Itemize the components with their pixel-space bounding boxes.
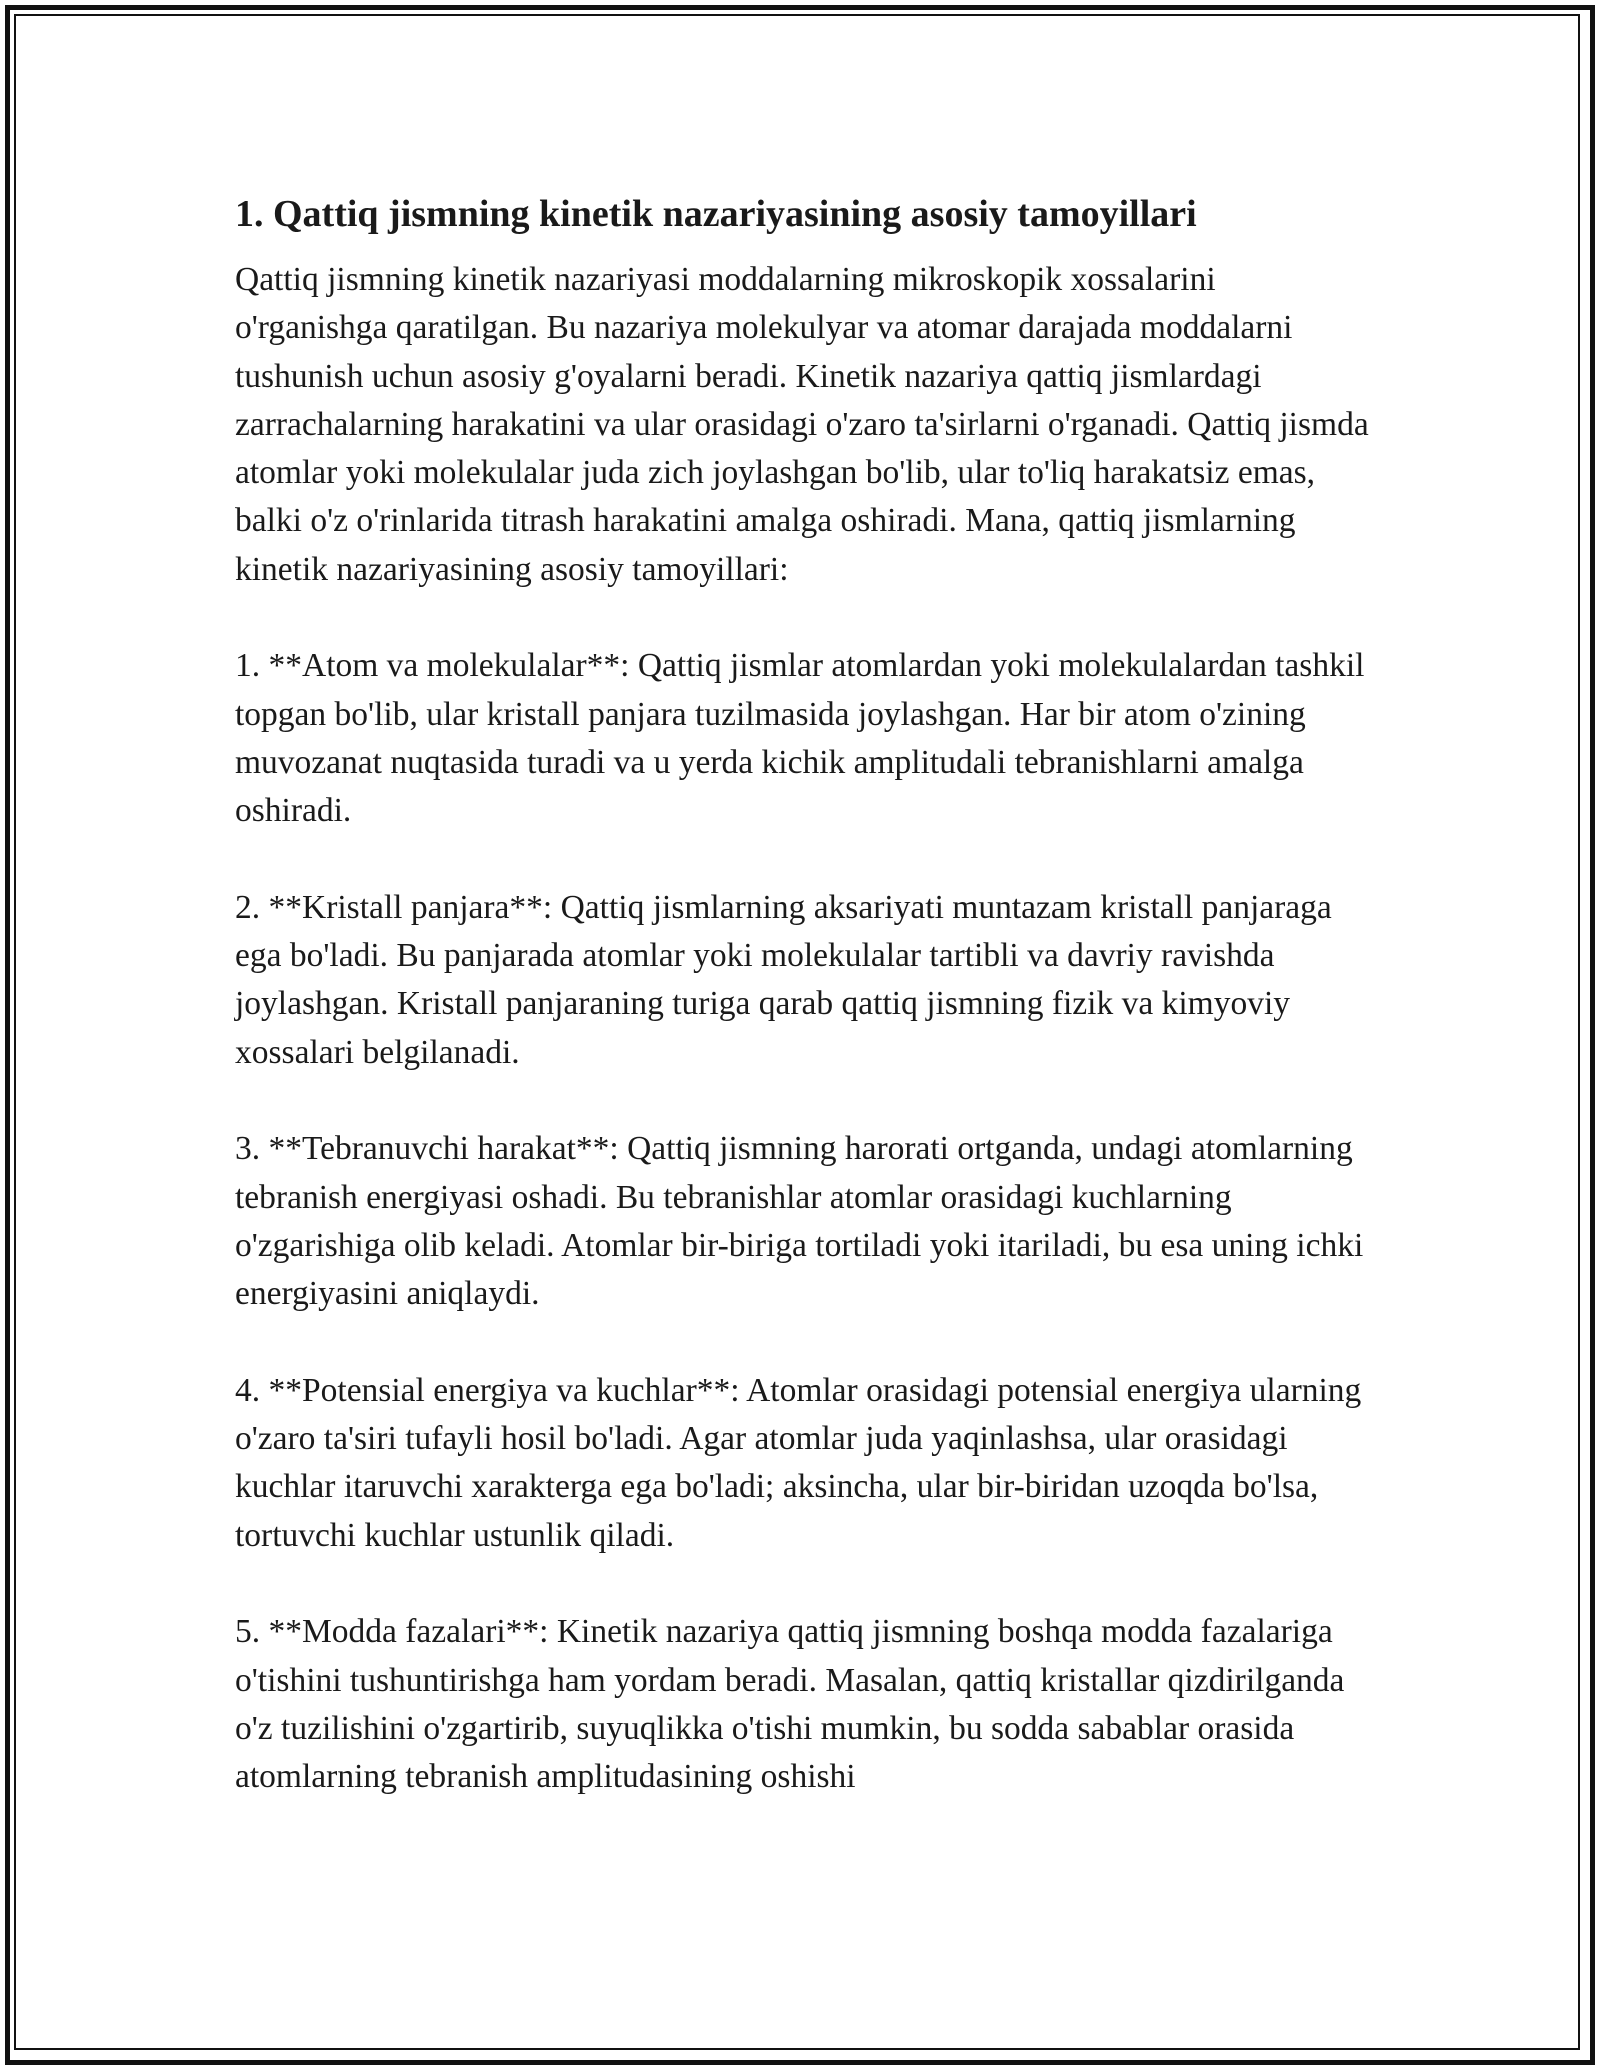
document-body [235, 186, 1375, 1850]
principle-phases-of-matter: 5. **Modda fazalari**: Kinetik nazariya qattiq jismning boshqa modda fazalariga o'tishini tushuntirishga ham yordam beradi. Masalan, qattiq kristallar qizdirilganda o'z tuzilishini o'zgartirib, suyuqlikka o'tishi mumkin, bu sodda sabablar orasida atomlarning tebranish amplitudasining oshishi [235, 1613, 1345, 1796]
principle-potential-energy: 4. **Potensial energiya va kuchlar**: Atomlar orasidagi potensial energiya ularning o'zaro ta'siri tufayli hosil bo'ladi. Agar atomlar juda yaqinlashsa, ular orasidagi kuchlar itaruvchi xarakterga ega bo'ladi; aksincha, ular bir-biridan uzoqda bo'lsa, tortuvchi kuchlar ustunlik qiladi. [235, 1371, 1362, 1554]
section-heading: 1. Qattiq jismning kinetik nazariyasining asosiy tamoyillari [235, 193, 1197, 235]
intro-paragraph: Qattiq jismning kinetik nazariyasi moddalarning mikroskopik xossalarini o'rganishga qaratilgan. Bu nazariya molekulyar va atomar darajada moddalarni tushunish uchun asosiy g'oyalarni beradi. Kinetik nazariya qattiq jismlardagi zarrachalarning harakatini va ular orasidagi o'zaro ta'sirlarni o'rganadi. Qattiq jismda atomlar yoki molekulalar juda zich joylashgan bo'lib, ular to'liq harakatsiz emas, balki o'z o'rinlarida titrash harakatini amalga oshiradi. Mana, qattiq jismlarning kinetik nazariyasining asosiy tamoyillari: [235, 261, 1369, 588]
principle-crystal-lattice: 2. **Kristall panjara**: Qattiq jismlarning aksariyati muntazam kristall panjaraga ega bo'ladi. Bu panjarada atomlar yoki molekulalar tartibli va davriy ravishda joylashgan. Kristall panjaraning turiga qarab qattiq jismning fizik va kimyoviy xossalari belgilanadi. [235, 888, 1332, 1071]
principle-vibrational-motion: 3. **Tebranuvchi harakat**: Qattiq jismning harorati ortganda, undagi atomlarning tebranish energiyasi oshadi. Bu tebranishlar atomlar orasidagi kuchlarning o'zgarishiga olib keladi. Atomlar bir-biriga tortiladi yoki itariladi, bu esa uning ichki energiyasini aniqlaydi. [235, 1130, 1364, 1313]
principle-atoms-molecules: 1. **Atom va molekulalar**: Qattiq jismlar atomlardan yoki molekulalardan tashkil topgan bo'lib, ular kristall panjara tuzilmasida joylashgan. Har bir atom o'zining muvozanat nuqtasida turadi va u yerda kichik amplitudali tebranishlarni amalga oshiradi. [235, 647, 1365, 830]
